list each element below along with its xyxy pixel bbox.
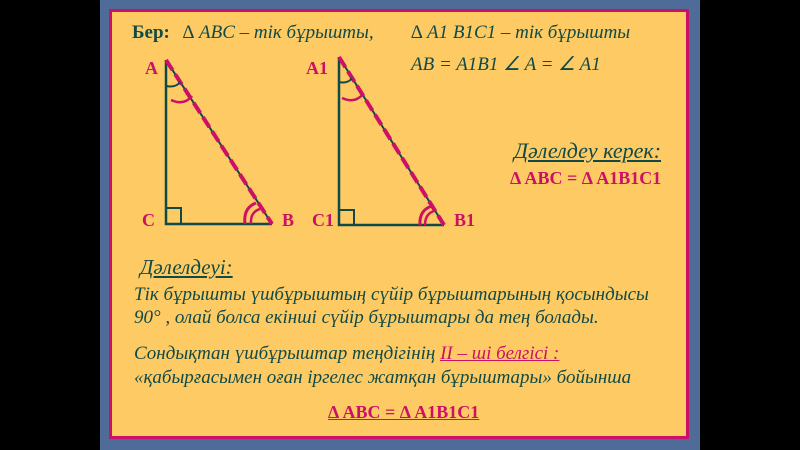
proof-para2-prefix: Сондықтан үшбұрыштар теңдігінің — [134, 343, 441, 364]
proof-para1-line2: 90° , олай болса екінші сүйір бұрыштары да тең болады. — [134, 307, 599, 328]
given-line2: ∆ A1 B1C1 – тік бұрышты — [411, 22, 631, 43]
vertex-b: B — [282, 210, 295, 230]
vertex-c1: C1 — [312, 210, 334, 230]
proof-para1-line1: Тік бұрышты үшбұрыштың сүйір бұрыштарының қосындысы — [134, 284, 649, 305]
criterion-link: II – ші белгісі : — [440, 343, 560, 364]
vertex-b1: B1 — [454, 210, 476, 230]
given-label: Бер: — [132, 22, 170, 43]
given-line1: ∆ ABC – тік бұрышты, — [182, 22, 374, 43]
given-line3: AB = A1B1 ∠ A = ∠ A1 — [411, 54, 601, 75]
triangle-abc — [166, 60, 272, 224]
proof-heading: Дәлелдеуі: — [140, 255, 233, 279]
proof-para2-line1 — [134, 343, 559, 365]
to-prove-heading: Дәлелдеу керек: — [514, 138, 662, 163]
to-prove-statement: ∆ ABC = ∆ A1B1C1 — [510, 168, 662, 188]
vertex-c: C — [142, 210, 155, 230]
proof-para2-line2: «қабырғасымен оған іргелес жатқан бұрыштары» бойынша — [134, 367, 632, 388]
conclusion: ∆ ABC = ∆ A1B1C1 — [328, 402, 480, 422]
vertex-a1: A1 — [306, 58, 328, 78]
triangle-a1b1c1 — [339, 57, 444, 225]
given-block — [132, 22, 374, 44]
vertex-a: A — [145, 58, 158, 78]
